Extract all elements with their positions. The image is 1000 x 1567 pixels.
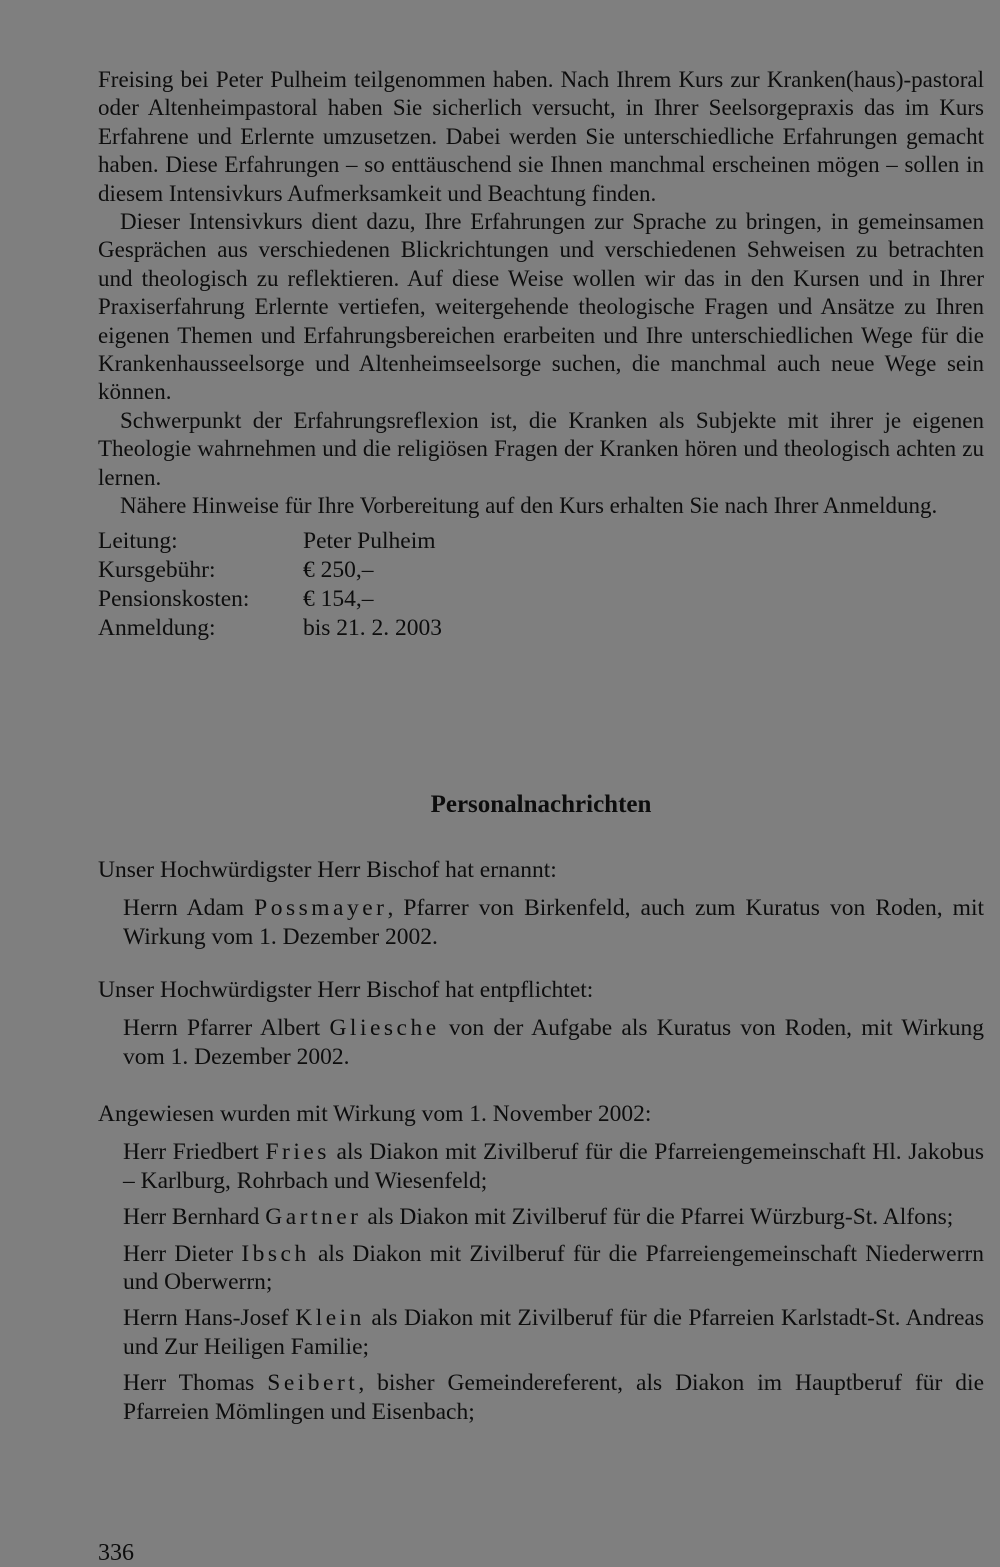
info-value: bis 21. 2. 2003	[303, 614, 443, 641]
course-paragraph: Schwerpunkt der Erfahrungsreflexion ist, die Kranken als Subjekte mit ihrer je eigenen Theologie wahrnehmen und die religiösen Fragen der Kranken hören und theologisch achten zu lernen.	[98, 407, 984, 490]
personnel-entry	[123, 1240, 984, 1297]
info-value: Peter Pulheim	[303, 527, 436, 554]
entry-text: als Diakon mit Zivilberuf für die Pfarreiengemeinschaft Hl. Jakobus – Karlburg, Rohrbach und Wiesenfeld;	[123, 1139, 984, 1194]
personnel-entry	[123, 1203, 984, 1231]
person-surname: Klein	[295, 1305, 365, 1332]
entry-text: Herr Thomas	[123, 1370, 268, 1397]
section-heading: Personalnachrichten	[430, 791, 652, 818]
document-page	[98, 66, 985, 1425]
course-paragraph: Freising bei Peter Pulheim teilgenommen haben. Nach Ihrem Kurs zur Kranken(haus)-pastoral oder Altenheimpastoral haben Sie sicherlich versucht, in Ihrer Seelsorgepraxis das im Kurs Erfahrene und Erlernte umzusetzen. Dabei werden Sie unterschiedliche Erfahrungen gemacht haben. Diese Erfahrungen – so enttäuschend sie Ihnen manchmal erscheinen mögen – sollen in diesem Intensivkurs Aufmerksamkeit und Beachtung finden.	[98, 67, 984, 206]
entry-text: , bisher Gemeindereferent, als Diakon im Hauptberuf für die Pfarreien Mömlingen und Eisenbach;	[123, 1370, 985, 1425]
section-intro: Unser Hochwürdigster Herr Bischof hat ernannt:	[98, 857, 557, 883]
info-value: € 154,–	[303, 585, 374, 612]
released-section	[98, 976, 984, 1071]
personnel-entry	[123, 1138, 984, 1195]
section-intro: Angewiesen wurden mit Wirkung vom 1. November 2002:	[98, 1101, 652, 1127]
entry-text: Herr Dieter	[123, 1240, 242, 1267]
appointed-section	[98, 856, 984, 951]
info-row-leitung	[98, 527, 984, 556]
entry-text: Herrn Adam	[123, 895, 255, 922]
course-info-table	[98, 527, 984, 643]
entry-text: , Pfarrer von Birkenfeld, auch zum Kuratus von Roden, mit Wirkung vom 1. Dezember 2002.	[123, 895, 984, 950]
entry-text: von der Aufgabe als Kuratus von Roden, mit Wirkung vom 1. Dezember 2002.	[123, 1015, 984, 1070]
personnel-entry	[123, 894, 984, 951]
personnel-entry	[123, 1369, 984, 1426]
section-intro: Unser Hochwürdigster Herr Bischof hat entpflichtet:	[98, 977, 594, 1003]
person-surname: Ibsch	[241, 1240, 310, 1267]
personnel-entry	[123, 1304, 984, 1361]
personnel-entry	[123, 1014, 984, 1071]
person-surname: Possmayer	[254, 895, 388, 922]
entry-text: Herr Friedbert	[123, 1139, 266, 1166]
entry-text: Herrn Hans-Josef	[123, 1305, 296, 1332]
info-row-kursgebuehr	[98, 556, 984, 585]
info-label: Pensionskosten:	[98, 585, 250, 612]
entry-text: als Diakon mit Zivilberuf für die Pfarrei Würzburg-St. Alfons;	[361, 1204, 954, 1231]
info-label: Leitung:	[98, 527, 178, 554]
person-surname: Fries	[265, 1139, 330, 1166]
person-surname: Gliesche	[329, 1015, 440, 1042]
entry-text: als Diakon mit Zivilberuf für die Pfarreiengemeinschaft Niederwerrn und Oberwerrn;	[123, 1240, 984, 1296]
course-paragraph: Dieser Intensivkurs dient dazu, Ihre Erfahrungen zur Sprache zu bringen, in gemeinsamen Gesprächen aus verschiedenen Blickrichtungen und verschiedenen Sehweisen zu betrachten und theologisch zu reflektieren. Auf diese Weise wollen wir das in den Kursen und in Ihrer Praxiserfahrung Erlernte vertiefen, weitergehende theologische Fragen und Ansätze zu Ihren eigenen Themen und Erfahrungsbereichen erarbeiten und Ihre unterschiedlichen Wege für die Krankenhausseelsorge und Altenheimseelsorge suchen, die manchmal auch neue Wege sein können.	[98, 209, 984, 405]
info-label: Kursgebühr:	[98, 556, 216, 583]
course-description	[98, 66, 984, 643]
person-surname: Seibert	[267, 1370, 359, 1397]
info-value: € 250,–	[303, 556, 374, 583]
info-row-anmeldung	[98, 614, 984, 643]
entry-text: als Diakon mit Zivilberuf für die Pfarreien Karlstadt-St. Andreas und Zur Heiligen Familie;	[123, 1305, 984, 1360]
entry-text: Herrn Pfarrer Albert	[123, 1015, 330, 1042]
info-row-pensionskosten	[98, 585, 984, 614]
entry-text: Herr Bernhard	[123, 1204, 266, 1231]
info-label: Anmeldung:	[98, 614, 216, 641]
course-paragraph: Nähere Hinweise für Ihre Vorbereitung auf den Kurs erhalten Sie nach Ihrer Anmeldung.	[120, 493, 938, 519]
assigned-section	[98, 1100, 984, 1426]
person-surname: Gartner	[265, 1204, 362, 1231]
page-number: 336	[98, 1540, 134, 1566]
